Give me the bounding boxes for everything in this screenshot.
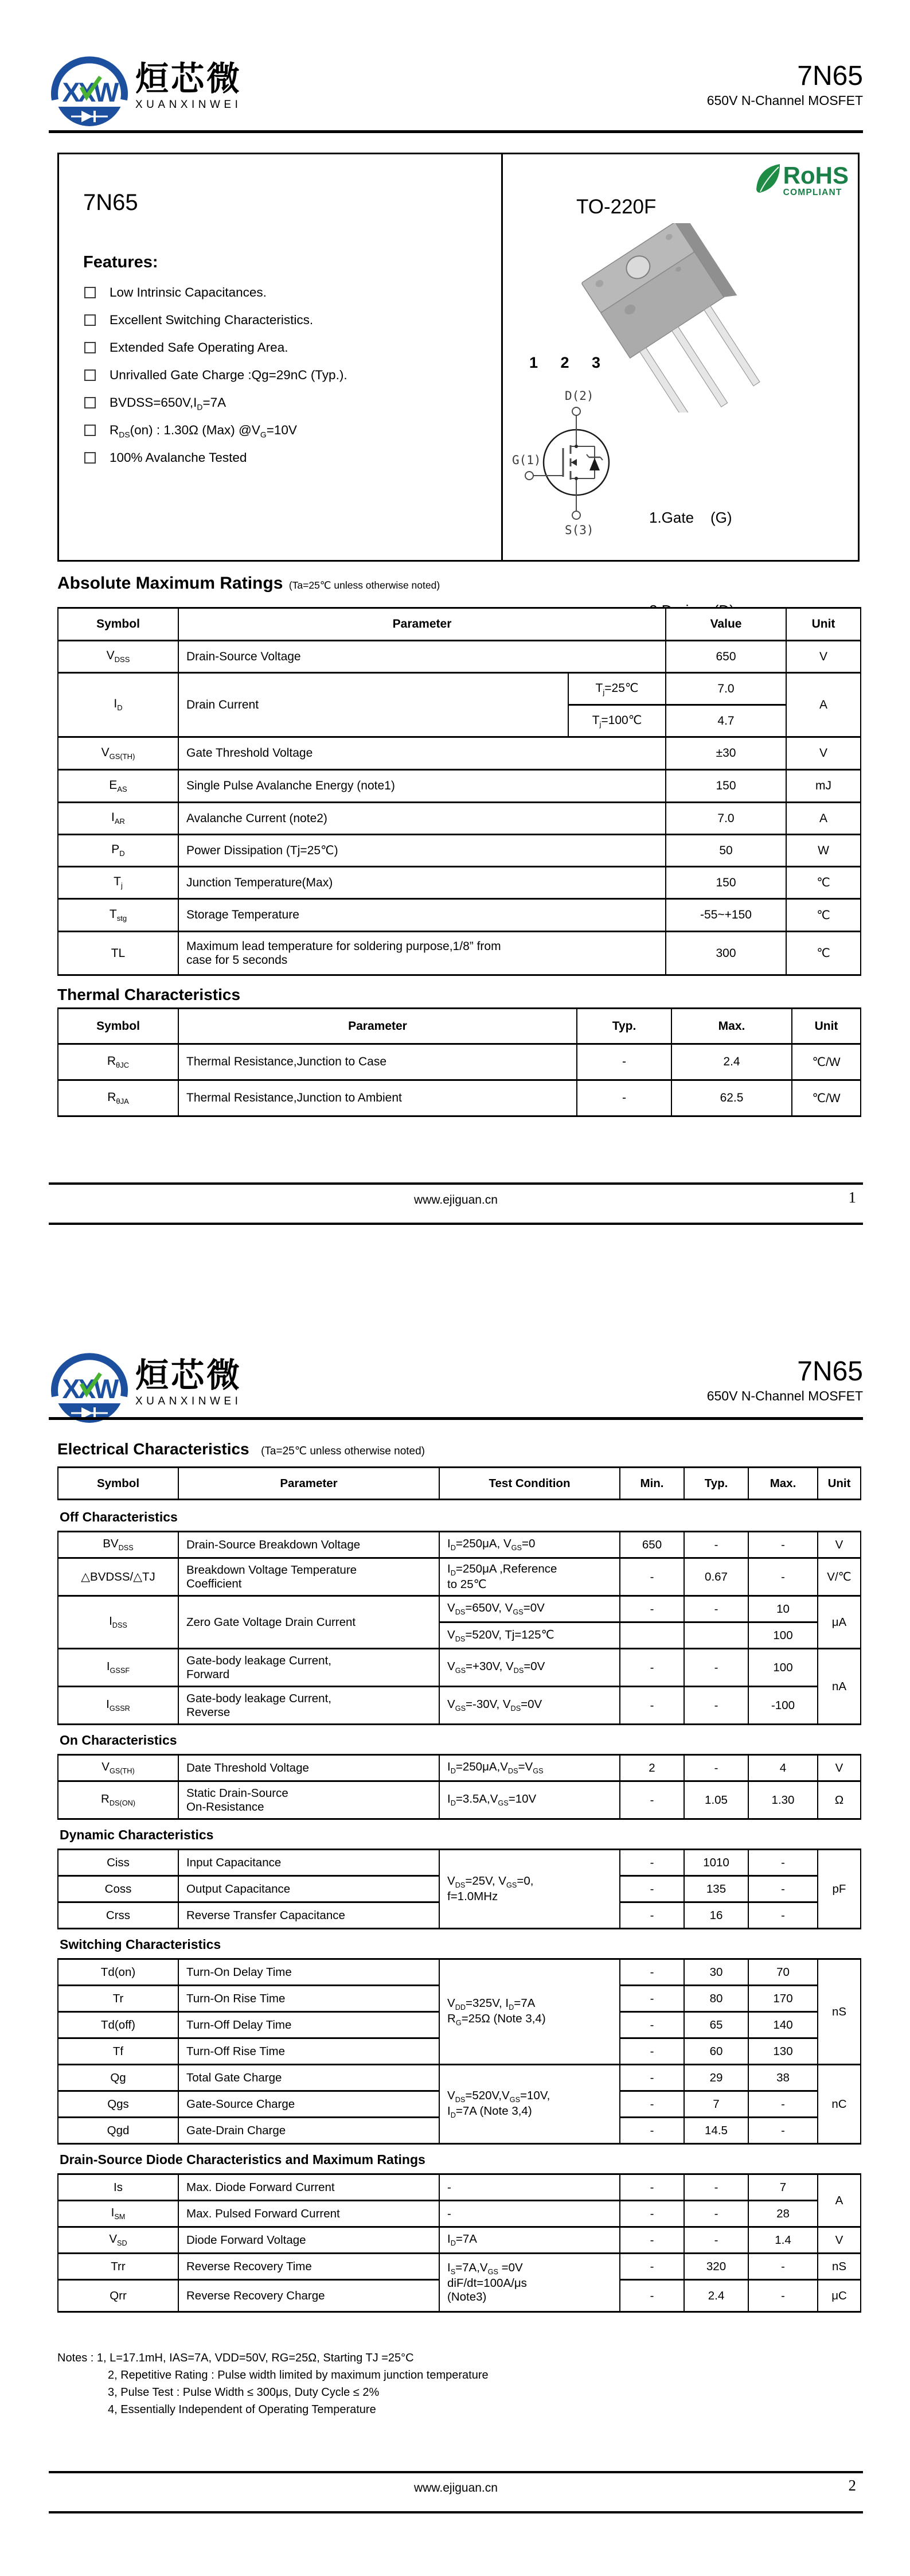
table-cell: 100 — [748, 1649, 818, 1687]
ec-section-heading: Off Characteristics — [60, 1509, 178, 1524]
table-cell — [620, 1622, 684, 1649]
column-header: Value — [666, 608, 786, 641]
table-cell: Power Dissipation (Tj=25℃) — [178, 835, 666, 867]
table-cell: Reverse Recovery Time — [178, 2254, 439, 2280]
table-cell: $V_{GS}=+30V$, $V_{DS}=0V$ — [439, 1649, 620, 1687]
table-cell: nA — [818, 1649, 861, 1725]
table-cell: Diode Forward Voltage — [178, 2227, 439, 2254]
footer-rule-bottom — [49, 2511, 863, 2513]
table-cell: mJ — [786, 770, 861, 803]
table-cell: V — [818, 1532, 861, 1558]
table-cell: Tf — [58, 2038, 178, 2065]
table-cell: 65 — [684, 2012, 748, 2038]
column-header: Parameter — [178, 1009, 577, 1044]
table-cell: - — [748, 2254, 818, 2280]
table-cell: Turn-On Delay Time — [178, 1959, 439, 1986]
table-cell: $T_{stg}$ — [58, 899, 178, 932]
table-cell: $V_{DD}=325V$, $I_D=7A$ $R_G=25\Omega$ (Note 3,4) — [439, 1959, 620, 2065]
brand-logo-icon — [47, 1348, 132, 1427]
features-panel — [59, 154, 503, 560]
table-cell: 7 — [748, 2174, 818, 2201]
table-cell: - — [620, 1687, 684, 1725]
table-cell: μA — [818, 1596, 861, 1649]
part-subtitle: 650V N-Channel MOSFET — [706, 1388, 863, 1404]
table-cell: - — [620, 1558, 684, 1596]
part-number: 7N65 — [797, 1356, 863, 1387]
part-number-large: 7N65 — [83, 190, 138, 215]
brand-logo — [47, 1348, 242, 1427]
table-cell: Date Threshold Voltage — [178, 1755, 439, 1781]
feature-item — [84, 340, 347, 368]
table-cell: Turn-Off Delay Time — [178, 2012, 439, 2038]
table-cell: $I_S=7A,V_{GS} =0V$ diF/dt=100A/μs (Note3) — [439, 2254, 620, 2312]
table-cell: 4 — [748, 1755, 818, 1781]
table-cell: - — [577, 1080, 671, 1116]
page1-header — [707, 62, 863, 108]
table-cell: - — [620, 2280, 684, 2312]
table-cell: 1.30 — [748, 1781, 818, 1819]
pin-1-label: 1.Gate (G) — [649, 509, 732, 526]
table-cell: $T_j=100℃$ — [568, 705, 666, 737]
feature-item — [84, 423, 347, 450]
table-cell: $R_{\theta JA}$ — [58, 1080, 178, 1116]
table-cell: $I_{SM}$ — [58, 2201, 178, 2227]
table-cell: - — [748, 1850, 818, 1876]
table-cell: Ciss — [58, 1850, 178, 1876]
table-cell: - — [620, 2201, 684, 2227]
table-cell: Is — [58, 2174, 178, 2201]
table-cell: 80 — [684, 1986, 748, 2012]
table-cell: 10 — [748, 1596, 818, 1622]
page-number: 2 — [848, 2477, 856, 2494]
table-cell: $V_{DSS}$ — [58, 641, 178, 673]
table-cell: -100 — [748, 1687, 818, 1725]
table-cell: Gate-body leakage Current, Reverse — [178, 1687, 439, 1725]
table-cell: Qrr — [58, 2280, 178, 2312]
checkbox-square-icon — [84, 287, 96, 298]
table-cell: Reverse Transfer Capacitance — [178, 1902, 439, 1929]
table-cell: - — [620, 1876, 684, 1902]
table-cell: Td(on) — [58, 1959, 178, 1986]
ec-section-heading: On Characteristics — [60, 1733, 177, 1748]
table-cell: Drain Current — [178, 673, 568, 737]
table-cell: Breakdown Voltage Temperature Coefficient — [178, 1558, 439, 1596]
feature-text: Extended Safe Operating Area. — [110, 340, 288, 355]
table-cell: $V_{GS}=-30V$, $V_{DS}=0V$ — [439, 1687, 620, 1725]
table-cell: 38 — [748, 2065, 818, 2091]
note-line: 4, Essentially Independent of Operating Temperature — [108, 2403, 376, 2416]
ec-sections — [57, 1502, 860, 2313]
table-cell: Static Drain-Source On-Resistance — [178, 1781, 439, 1819]
table-cell: 1010 — [684, 1850, 748, 1876]
table-cell: ℃/W — [792, 1080, 861, 1116]
brand-name-en: XUANXINWEI — [135, 98, 242, 111]
table-cell: V — [818, 1755, 861, 1781]
table-cell: $V_{GS(TH)}$ — [58, 1755, 178, 1781]
table-cell: - — [748, 2091, 818, 2118]
amr-table — [57, 607, 861, 976]
table-cell: $V_{DS}=25V$, $V_{GS}=0$, f=1.0MHz — [439, 1850, 620, 1929]
table-cell: 30 — [684, 1959, 748, 1986]
table-cell: A — [818, 2174, 861, 2227]
column-header: Parameter — [178, 1468, 439, 1500]
amr-title-note: (Ta=25℃ unless otherwise noted) — [288, 579, 440, 591]
table-cell: - — [620, 2038, 684, 2065]
column-header: Symbol — [58, 1468, 178, 1500]
table-cell: Junction Temperature(Max) — [178, 867, 666, 899]
table-cell: - — [748, 2280, 818, 2312]
ec-title-note: (Ta=25℃ unless otherwise noted) — [261, 1445, 425, 1457]
data-table — [57, 2173, 861, 2313]
table-cell: Thermal Resistance,Junction to Case — [178, 1044, 577, 1080]
table-cell: ℃ — [786, 899, 861, 932]
table-cell: - — [684, 1687, 748, 1725]
table-cell: 150 — [666, 770, 786, 803]
table-cell: Drain-Source Voltage — [178, 641, 666, 673]
package-pin-numbers: 1 2 3 — [529, 354, 610, 371]
feature-text: Low Intrinsic Capacitances. — [110, 285, 267, 299]
footer-rule-top — [49, 2471, 863, 2473]
table-cell: $I_{GSSR}$ — [58, 1687, 178, 1725]
symbol-source-label: S(3) — [565, 523, 594, 537]
footer-rule-top — [49, 1182, 863, 1185]
table-cell: Drain-Source Breakdown Voltage — [178, 1532, 439, 1558]
table-cell: △BVDSS/△TJ — [58, 1558, 178, 1596]
table-cell: - — [684, 1532, 748, 1558]
brand-name-en: XUANXINWEI — [135, 1395, 242, 1407]
table-cell: - — [684, 2174, 748, 2201]
table-cell: - — [620, 2227, 684, 2254]
table-cell: TL — [58, 932, 178, 975]
table-cell: Gate-body leakage Current, Forward — [178, 1649, 439, 1687]
ec-section-heading: Drain-Source Diode Characteristics and Maximum Ratings — [60, 2152, 425, 2167]
table-cell: Crss — [58, 1902, 178, 1929]
table-cell: Qg — [58, 2065, 178, 2091]
table-cell: Max. Pulsed Forward Current — [178, 2201, 439, 2227]
table-cell: 14.5 — [684, 2118, 748, 2144]
table-cell: $V_{GS(TH)}$ — [58, 737, 178, 770]
column-header: Max. — [748, 1468, 818, 1500]
table-cell: Total Gate Charge — [178, 2065, 439, 2091]
table-cell: $I_{GSSF}$ — [58, 1649, 178, 1687]
brand-logo — [47, 52, 242, 131]
data-table — [57, 1958, 861, 2145]
table-cell: $I_D=3.5A,V_{GS}=10V$ — [439, 1781, 620, 1819]
table-cell: $I_D=7A$ — [439, 2227, 620, 2254]
table-cell: - — [684, 1596, 748, 1622]
table-cell: Output Capacitance — [178, 1876, 439, 1902]
thermal-table — [57, 1007, 861, 1117]
table-cell: Trr — [58, 2254, 178, 2280]
column-header: Unit — [786, 608, 861, 641]
table-cell: V — [786, 641, 861, 673]
table-cell: 62.5 — [671, 1080, 792, 1116]
footer-rule-bottom — [49, 1223, 863, 1225]
table-cell: - — [620, 2254, 684, 2280]
table-cell: $P_D$ — [58, 835, 178, 867]
column-header: Min. — [620, 1468, 684, 1500]
table-cell: - — [684, 2201, 748, 2227]
table-cell: - — [439, 2201, 620, 2227]
table-cell: A — [786, 673, 861, 737]
symbol-gate-label: G(1) — [512, 453, 541, 467]
rohs-label: RoHS — [783, 162, 849, 189]
table-cell: 7.0 — [666, 803, 786, 835]
brand-name-cn: 烜芯微 — [135, 1357, 243, 1394]
table-cell: $I_{DSS}$ — [58, 1596, 178, 1649]
thermal-title: Thermal Characteristics — [57, 986, 241, 1003]
checkbox-square-icon — [84, 342, 96, 353]
table-cell: V — [818, 2227, 861, 2254]
table-cell: nS — [818, 1959, 861, 2065]
amr-title: Absolute Maximum Ratings — [57, 574, 283, 593]
feature-item — [84, 313, 347, 340]
table-cell: - — [620, 1649, 684, 1687]
table-cell: V/℃ — [818, 1558, 861, 1596]
feature-item — [84, 285, 347, 313]
table-cell: 28 — [748, 2201, 818, 2227]
features-title: Features: — [83, 253, 158, 271]
column-header: Symbol — [58, 1009, 178, 1044]
table-cell: 29 — [684, 2065, 748, 2091]
table-cell: A — [786, 803, 861, 835]
checkbox-square-icon — [84, 314, 96, 326]
feature-item — [84, 450, 347, 478]
table-cell: ℃/W — [792, 1044, 861, 1080]
table-cell: Maximum lead temperature for soldering purpose,1/8” from case for 5 seconds — [178, 932, 666, 975]
feature-text: Excellent Switching Characteristics. — [110, 313, 314, 327]
table-cell: $I_{AR}$ — [58, 803, 178, 835]
ec-heading — [57, 1440, 425, 1458]
table-cell: 100 — [748, 1622, 818, 1649]
table-cell: $R_{\theta JC}$ — [58, 1044, 178, 1080]
table-cell: Tr — [58, 1986, 178, 2012]
table-cell: 2 — [620, 1755, 684, 1781]
table-cell — [684, 1622, 748, 1649]
table-cell: 70 — [748, 1959, 818, 1986]
table-cell: - — [620, 2174, 684, 2201]
table-cell: 7 — [684, 2091, 748, 2118]
table-cell: 4.7 — [666, 705, 786, 737]
table-cell: Gate Threshold Voltage — [178, 737, 666, 770]
table-cell: - — [684, 2227, 748, 2254]
package-name: TO-220F — [576, 196, 657, 218]
column-header: Test Condition — [439, 1468, 620, 1500]
table-cell: Gate-Drain Charge — [178, 2118, 439, 2144]
table-cell: Ω — [818, 1781, 861, 1819]
table-cell: $E_{AS}$ — [58, 770, 178, 803]
brand-name-cn: 烜芯微 — [135, 60, 243, 98]
table-cell: - — [620, 2065, 684, 2091]
table-cell: Avalanche Current (note2) — [178, 803, 666, 835]
table-cell: Storage Temperature — [178, 899, 666, 932]
table-cell: Turn-Off Rise Time — [178, 2038, 439, 2065]
package-panel — [503, 154, 858, 560]
table-cell: Qgd — [58, 2118, 178, 2144]
table-cell: - — [577, 1044, 671, 1080]
table-cell: - — [439, 2174, 620, 2201]
table-cell: $I_D=250\mu A$ ,Reference to 25℃ — [439, 1558, 620, 1596]
note-line: Notes : 1, L=17.1mH, IAS=7A, VDD=50V, RG=25Ω, Starting TJ =25°C — [57, 2352, 414, 2364]
table-cell: Zero Gate Voltage Drain Current — [178, 1596, 439, 1649]
table-cell: 50 — [666, 835, 786, 867]
table-cell: Coss — [58, 1876, 178, 1902]
table-cell: $I_D=250\mu A$, $V_{GS}=0$ — [439, 1532, 620, 1558]
table-cell: 300 — [666, 932, 786, 975]
table-cell: $V_{DS}=520V,V_{GS}=10V$, $I_D=7A$ (Note 3,4) — [439, 2065, 620, 2144]
note-line: 2, Repetitive Rating : Pulse width limited by maximum junction temperature — [108, 2369, 489, 2382]
table-cell: 130 — [748, 2038, 818, 2065]
feature-item — [84, 368, 347, 395]
column-header: Unit — [818, 1468, 861, 1500]
footer-site: www.ejiguan.cn — [414, 2481, 498, 2495]
table-cell: $T_j=25℃$ — [568, 673, 666, 705]
checkbox-square-icon — [84, 397, 96, 408]
table-cell: 150 — [666, 867, 786, 899]
column-header: Typ. — [577, 1009, 671, 1044]
table-cell: - — [620, 2118, 684, 2144]
table-cell: - — [620, 1959, 684, 1986]
table-cell: 135 — [684, 1876, 748, 1902]
table-cell: 1.05 — [684, 1781, 748, 1819]
table-cell: 2.4 — [671, 1044, 792, 1080]
table-cell: $I_D=250\mu A,V_{DS}=V_{GS}$ — [439, 1755, 620, 1781]
table-cell: Gate-Source Charge — [178, 2091, 439, 2118]
feature-item — [84, 395, 347, 423]
overview-box — [57, 153, 860, 562]
table-cell: 650 — [620, 1532, 684, 1558]
table-cell: Qgs — [58, 2091, 178, 2118]
table-cell: 170 — [748, 1986, 818, 2012]
table-cell: - — [620, 1781, 684, 1819]
table-cell: - — [620, 1596, 684, 1622]
column-header: Parameter — [178, 608, 666, 641]
table-cell: - — [620, 2012, 684, 2038]
checkbox-square-icon — [84, 425, 96, 436]
svg-text:XXW: XXW — [62, 77, 117, 107]
part-number: 7N65 — [797, 61, 863, 91]
table-cell: nS — [818, 2254, 861, 2280]
table-cell: Thermal Resistance,Junction to Ambient — [178, 1080, 577, 1116]
table-cell: - — [748, 1902, 818, 1929]
rohs-leaf-icon — [756, 164, 781, 194]
table-cell: - — [748, 1532, 818, 1558]
column-header: Max. — [671, 1009, 792, 1044]
column-header: Symbol — [58, 608, 178, 641]
data-table — [57, 1531, 861, 1725]
ec-title: Electrical Characteristics — [57, 1440, 249, 1458]
ec-section-heading: Switching Characteristics — [60, 1937, 221, 1952]
features-list — [84, 285, 347, 478]
table-cell: - — [620, 1902, 684, 1929]
column-header: Typ. — [684, 1468, 748, 1500]
table-cell: 16 — [684, 1902, 748, 1929]
ec-column-header-table — [57, 1466, 861, 1500]
table-cell: Td(off) — [58, 2012, 178, 2038]
table-cell: - — [684, 1755, 748, 1781]
header-rule — [49, 130, 863, 133]
data-table — [57, 607, 861, 976]
table-cell: - — [748, 2118, 818, 2144]
column-header: Unit — [792, 1009, 861, 1044]
table-cell: ℃ — [786, 867, 861, 899]
table-cell: 320 — [684, 2254, 748, 2280]
table-cell: 650 — [666, 641, 786, 673]
table-cell: 140 — [748, 2012, 818, 2038]
table-cell: ±30 — [666, 737, 786, 770]
table-cell: pF — [818, 1850, 861, 1929]
table-cell: -55~+150 — [666, 899, 786, 932]
feature-text: $R_{DS}(on)$ : 1.30Ω (Max) $@V_G=10V$ — [110, 423, 297, 439]
table-cell: Input Capacitance — [178, 1850, 439, 1876]
symbol-drain-label: D(2) — [565, 389, 594, 403]
table-cell: Max. Diode Forward Current — [178, 2174, 439, 2201]
note-line: 3, Pulse Test : Pulse Width ≤ 300μs, Duty Cycle ≤ 2% — [108, 2386, 380, 2399]
table-cell: Turn-On Rise Time — [178, 1986, 439, 2012]
page-number: 1 — [848, 1189, 856, 1206]
feature-text: 100% Avalanche Tested — [110, 450, 247, 465]
data-table — [57, 1466, 861, 1500]
rohs-compliant-label: COMPLIANT — [783, 188, 842, 197]
table-cell: V — [786, 737, 861, 770]
table-cell: $V_{DS}=520V$, Tj=125℃ — [439, 1622, 620, 1649]
table-cell: - — [748, 1558, 818, 1596]
data-table — [57, 1754, 861, 1820]
header-rule — [49, 1417, 863, 1420]
table-cell: - — [684, 1649, 748, 1687]
page2-header — [707, 1357, 863, 1404]
table-cell: 60 — [684, 2038, 748, 2065]
table-cell: $T_j$ — [58, 867, 178, 899]
table-cell: W — [786, 835, 861, 867]
table-cell: $V_{DS}=650V$, $V_{GS}=0V$ — [439, 1596, 620, 1622]
table-cell: $BV_{DSS}$ — [58, 1532, 178, 1558]
part-subtitle: 650V N-Channel MOSFET — [706, 93, 863, 108]
amr-heading — [57, 574, 440, 593]
rohs-badge — [756, 164, 849, 197]
table-cell: 1.4 — [748, 2227, 818, 2254]
brand-logo-icon — [47, 52, 132, 131]
table-cell: μC — [818, 2280, 861, 2312]
table-cell: - — [748, 1876, 818, 1902]
footer-site: www.ejiguan.cn — [414, 1193, 498, 1207]
table-cell: Single Pulse Avalanche Energy (note1) — [178, 770, 666, 803]
table-cell: $V_{SD}$ — [58, 2227, 178, 2254]
table-cell: - — [620, 1986, 684, 2012]
table-cell: - — [620, 2091, 684, 2118]
table-cell: 0.67 — [684, 1558, 748, 1596]
data-table — [57, 1007, 861, 1117]
svg-text:XXW: XXW — [62, 1373, 117, 1404]
data-table — [57, 1849, 861, 1929]
ec-section-heading: Dynamic Characteristics — [60, 1827, 214, 1842]
table-cell: $I_D$ — [58, 673, 178, 737]
checkbox-square-icon — [84, 452, 96, 464]
table-cell: 2.4 — [684, 2280, 748, 2312]
table-cell: Reverse Recovery Charge — [178, 2280, 439, 2312]
table-cell: ℃ — [786, 932, 861, 975]
table-cell: 7.0 — [666, 673, 786, 705]
checkbox-square-icon — [84, 369, 96, 381]
feature-text: Unrivalled Gate Charge :Qg=29nC (Typ.). — [110, 368, 347, 382]
table-cell: nC — [818, 2065, 861, 2144]
feature-text: $BVDSS=650V,I_D=7A$ — [110, 395, 226, 412]
table-cell: $R_{DS(ON)}$ — [58, 1781, 178, 1819]
table-cell: - — [620, 1850, 684, 1876]
notes-block — [57, 2349, 489, 2418]
